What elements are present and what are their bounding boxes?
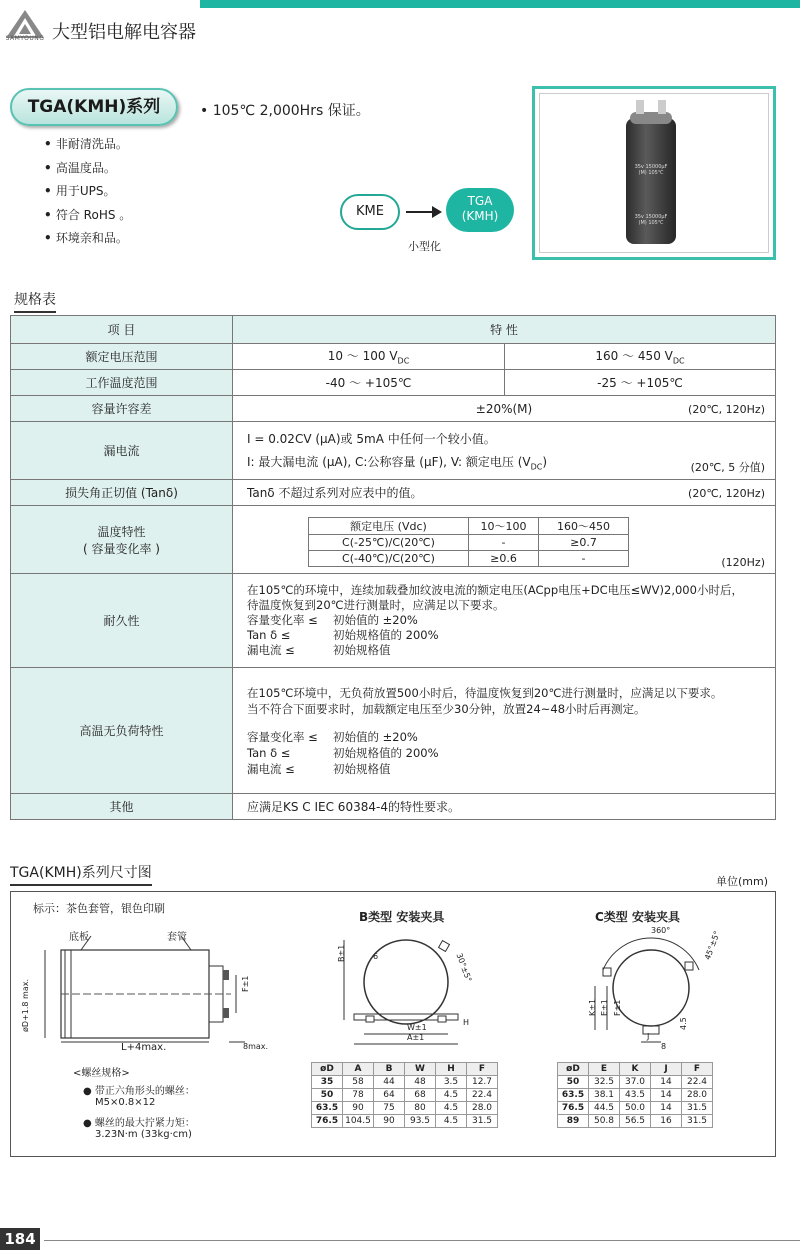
cap-label-line: (M) 105℃ — [638, 170, 664, 176]
b-dim-table — [311, 1062, 498, 1128]
note: (20℃, 5 分值) — [690, 461, 765, 474]
ct-cell: øD — [558, 1063, 589, 1076]
leak-cell — [233, 422, 776, 480]
temp-char-label2: ( 容量变化率 ) — [83, 541, 160, 556]
bt-cell: 64 — [374, 1089, 405, 1102]
terminal — [636, 100, 644, 114]
ct-cell: 16 — [651, 1115, 682, 1128]
bt-cell: W — [405, 1063, 436, 1076]
bt-cell: 75 — [374, 1102, 405, 1115]
c-j-label: J — [647, 1032, 650, 1041]
bt-cell: B — [374, 1063, 405, 1076]
ct-cell: 50.8 — [589, 1115, 620, 1128]
endurance-item — [247, 613, 761, 628]
ct-cell: 28.0 — [682, 1089, 713, 1102]
top-accent-bar — [200, 0, 800, 8]
bt-cell: 68 — [405, 1089, 436, 1102]
feature-item: • 符合 RoHS 。 — [44, 205, 131, 229]
ct-cell: 37.0 — [620, 1076, 651, 1089]
c-f-label: F±1 — [613, 999, 622, 1016]
voltage-low-text: 10 ～ 100 V — [327, 349, 398, 364]
b-w-label: W±1 — [407, 1023, 427, 1032]
bt-cell: 80 — [405, 1102, 436, 1115]
ct-cell: 76.5 — [558, 1102, 589, 1115]
row-label: 耐久性 — [11, 574, 233, 668]
bt-cell: 22.4 — [467, 1089, 498, 1102]
bt-cell: 28.0 — [467, 1102, 498, 1115]
tan-value: Tanδ 不超过系列对应表中的值。 — [247, 486, 423, 500]
tc-cell: C(-40℃)/C(20℃) — [309, 550, 469, 566]
shelf-item — [247, 729, 761, 745]
bt-cell: 4.5 — [436, 1102, 467, 1115]
spec-table — [10, 315, 776, 820]
voltage-high — [505, 344, 776, 370]
feature-item: • 环境亲和品。 — [44, 228, 131, 252]
ct-cell: 14 — [651, 1076, 682, 1089]
item-key: 容量变化率 ≤ — [247, 729, 318, 744]
bt-cell: 90 — [374, 1115, 405, 1128]
tc-cell: - — [469, 534, 539, 550]
c-k-label: K±1 — [588, 998, 597, 1016]
feature-list — [44, 134, 131, 252]
sub: DC — [530, 462, 543, 472]
bt-cell: 90 — [343, 1102, 374, 1115]
bt-cell: 48 — [405, 1076, 436, 1089]
row-label: 漏电流 — [11, 422, 233, 480]
temp-low: -40 ～ +105℃ — [233, 370, 505, 396]
tc-cell: ≥0.7 — [539, 534, 629, 550]
tc-cell: 160～450 — [539, 517, 629, 534]
item-val: 初始规格值 — [333, 643, 391, 657]
ct-cell: 44.5 — [589, 1102, 620, 1115]
screw-title: <螺丝规格> — [73, 1068, 130, 1079]
tc-cell: 额定电压 (Vdc) — [309, 517, 469, 534]
ct-cell: E — [589, 1063, 620, 1076]
row-label: 损失角正切值 (Tanδ) — [11, 480, 233, 506]
bt-cell: 63.5 — [312, 1102, 343, 1115]
marking-text: 标示：茶色套管，银色印刷 — [33, 902, 165, 915]
bt-cell: 76.5 — [312, 1115, 343, 1128]
ct-cell: 38.1 — [589, 1089, 620, 1102]
ct-cell: 89 — [558, 1115, 589, 1128]
bt-cell: 78 — [343, 1089, 374, 1102]
b-bh-label: B±1 — [337, 944, 346, 962]
cap-label-line: (M) 105℃ — [638, 220, 664, 226]
guarantee-text: • 105℃ 2,000Hrs 保证。 — [200, 103, 370, 119]
feature-item: • 用于UPS。 — [44, 181, 131, 205]
item-key: 漏电流 ≤ — [247, 643, 295, 657]
endurance-item — [247, 628, 761, 643]
row-label — [11, 506, 233, 574]
bt-cell: 44 — [374, 1076, 405, 1089]
b-six-label: 6 — [373, 952, 379, 961]
screw-line1: ● 带正六角形头的螺丝： — [83, 1086, 195, 1097]
endurance-line1: 在105℃的环境中，连续加载叠加纹波电流的额定电压(ACpp电压+DC电压≤WV)2,000小时后， — [247, 583, 743, 597]
od-label: øD+1.8 max. — [21, 979, 30, 1032]
shelf-cell — [233, 668, 776, 794]
photo-inner — [539, 93, 769, 253]
page-title: 大型铝电解电容器 — [52, 22, 196, 43]
head-char: 特 性 — [233, 316, 776, 344]
row-label: 额定电压范围 — [11, 344, 233, 370]
temp-char-cell — [233, 506, 776, 574]
cap-tol-value: ±20%(M) — [475, 401, 533, 416]
bt-cell: 93.5 — [405, 1115, 436, 1128]
item-val: 初始值的 ±20% — [333, 613, 418, 627]
bt-cell: 35 — [312, 1076, 343, 1089]
tc-cell: ≥0.6 — [469, 550, 539, 566]
product-photo — [532, 86, 776, 260]
miniature-label: 小型化 — [408, 240, 441, 253]
c-dim-table — [557, 1062, 713, 1128]
ct-cell: 22.4 — [682, 1076, 713, 1089]
sleeve-label: 套管 — [167, 932, 187, 943]
screw-line1b: M5×0.8×12 — [95, 1097, 156, 1108]
shelf-item — [247, 761, 761, 777]
kme-badge: KME — [340, 194, 400, 230]
capacitor-label — [628, 164, 674, 176]
dimension-box — [10, 891, 776, 1157]
c-clamp-drawing — [581, 930, 721, 1048]
shelf-line2: 当不符合下面要求时，加载额定电压至少30分钟，放置24~48小时后再测定。 — [247, 701, 646, 716]
series-badge: TGA(KMH)系列 — [10, 88, 178, 126]
ct-cell: J — [651, 1063, 682, 1076]
tc-cell: C(-25℃)/C(20℃) — [309, 534, 469, 550]
ct-cell: K — [620, 1063, 651, 1076]
bt-cell: F — [467, 1063, 498, 1076]
ct-cell: 14 — [651, 1102, 682, 1115]
logo-text: SAMYOUNG — [5, 35, 45, 42]
temp-char-table — [308, 517, 629, 567]
capacitor-side-drawing — [31, 922, 271, 1052]
endurance-cell — [233, 574, 776, 668]
f-label: F±1 — [241, 975, 250, 992]
c-angle45-label: 45°±5° — [703, 929, 722, 962]
sub: DC — [672, 356, 685, 366]
leak-line2-text: I: 最大漏电流 (μA), C:公称容量 (μF), V: 额定电压 (V — [247, 454, 531, 469]
tga-line2: (KMH) — [461, 209, 499, 223]
row-label: 工作温度范围 — [11, 370, 233, 396]
ct-cell: 31.5 — [682, 1115, 713, 1128]
bt-cell: 50 — [312, 1089, 343, 1102]
b-type-title: B类型 安装夹具 — [359, 910, 445, 924]
note: (120Hz) — [721, 556, 765, 569]
row-label: 容量许容差 — [11, 396, 233, 422]
endurance-line2: 待温度恢复到20℃进行测量时，应满足以下要求。 — [247, 598, 505, 612]
item-val: 初始值的 ±20% — [333, 729, 418, 744]
ct-cell: 14 — [651, 1089, 682, 1102]
shelf-line1: 在105℃环境中，无负荷放置500小时后，待温度恢复到20℃进行测量时，应满足以下要求。 — [247, 685, 723, 700]
bt-cell: 4.5 — [436, 1115, 467, 1128]
leak-line1: I = 0.02CV (μA)或 5mA 中任何一个较小值。 — [247, 431, 496, 446]
item-val: 初始规格值 — [333, 761, 391, 776]
note: (20℃, 120Hz) — [688, 403, 765, 416]
item-key: 容量变化率 ≤ — [247, 613, 318, 627]
screw-line2b: 3.23N·m (33kg·cm) — [95, 1129, 192, 1140]
length-label: L+4max. — [121, 1042, 167, 1053]
item-val: 初始规格值的 200% — [333, 628, 439, 642]
c-fourfive-label: 4.5 — [679, 1017, 688, 1030]
ct-cell: 32.5 — [589, 1076, 620, 1089]
endurance-item — [247, 643, 761, 658]
bt-cell: 104.5 — [343, 1115, 374, 1128]
feature-item: • 高温度品。 — [44, 158, 131, 182]
max8-label: 8max. — [243, 1042, 269, 1051]
spec-section-title: 规格表 — [14, 289, 56, 313]
bottom-rule — [44, 1240, 800, 1241]
item-key: Tan δ ≤ — [247, 745, 291, 760]
bt-cell: H — [436, 1063, 467, 1076]
item-val: 初始规格值的 200% — [333, 745, 439, 760]
cap-label-line: 35v 15000μF — [634, 164, 668, 170]
ct-cell: 31.5 — [682, 1102, 713, 1115]
bt-cell: 3.5 — [436, 1076, 467, 1089]
voltage-low — [233, 344, 505, 370]
bt-cell: 4.5 — [436, 1089, 467, 1102]
tc-cell: 10～100 — [469, 517, 539, 534]
arrow-right-icon — [432, 206, 442, 218]
tc-cell: - — [539, 550, 629, 566]
feature-item: • 非耐清洗品。 — [44, 134, 131, 158]
ct-cell: 50.0 — [620, 1102, 651, 1115]
b-angle-label: 30°±5° — [454, 952, 474, 984]
capacitor-label — [628, 214, 674, 226]
item-key: Tan δ ≤ — [247, 628, 291, 642]
bt-cell: 12.7 — [467, 1076, 498, 1089]
tga-badge — [446, 188, 514, 232]
c-angle360-label: 360° — [651, 926, 671, 935]
dim-section-title: TGA(KMH)系列尺寸图 — [10, 862, 152, 886]
ct-cell: 50 — [558, 1076, 589, 1089]
b-clamp-drawing — [336, 930, 476, 1048]
page-number: 184 — [0, 1228, 40, 1250]
unit-label: 单位(mm) — [716, 875, 769, 888]
terminal — [658, 100, 666, 114]
arrow-line — [406, 211, 434, 213]
bt-cell: A — [343, 1063, 374, 1076]
leak-line2-end: ) — [542, 454, 548, 469]
ct-cell: 63.5 — [558, 1089, 589, 1102]
screw-text: 带正六角形头的螺丝： — [94, 1086, 195, 1097]
c-e-label: E±1 — [600, 999, 609, 1016]
note: (20℃, 120Hz) — [688, 487, 765, 500]
cap-label-line: 35v 15000μF — [634, 214, 668, 220]
sub: DC — [397, 356, 410, 366]
item-key: 漏电流 ≤ — [247, 761, 295, 776]
bt-cell: 58 — [343, 1076, 374, 1089]
cap-tol-cell — [233, 396, 776, 422]
screw-text: 螺丝的最大拧紧力矩： — [94, 1118, 195, 1129]
temp-high: -25 ～ +105℃ — [505, 370, 776, 396]
row-label: 其他 — [11, 794, 233, 820]
ct-cell: F — [682, 1063, 713, 1076]
temp-char-label1: 温度特性 — [97, 524, 146, 539]
tan-cell — [233, 480, 776, 506]
bt-cell: 31.5 — [467, 1115, 498, 1128]
ct-cell: 56.5 — [620, 1115, 651, 1128]
c-eight-label: 8 — [661, 1042, 667, 1051]
b-h-label: H — [463, 1018, 470, 1027]
voltage-high-text: 160 ～ 450 V — [595, 349, 673, 364]
tga-line1: TGA — [467, 194, 493, 208]
head-item: 项 目 — [11, 316, 233, 344]
ct-cell: 43.5 — [620, 1089, 651, 1102]
b-a-label: A±1 — [407, 1033, 425, 1042]
shelf-item — [247, 745, 761, 761]
other-cell: 应满足KS C IEC 60384-4的特性要求。 — [233, 794, 776, 820]
c-type-title: C类型 安装夹具 — [595, 910, 680, 924]
base-label: 底板 — [69, 932, 89, 943]
bt-cell: øD — [312, 1063, 343, 1076]
row-label: 高温无负荷特性 — [11, 668, 233, 794]
screw-line2: ● 螺丝的最大拧紧力矩： — [83, 1118, 195, 1129]
